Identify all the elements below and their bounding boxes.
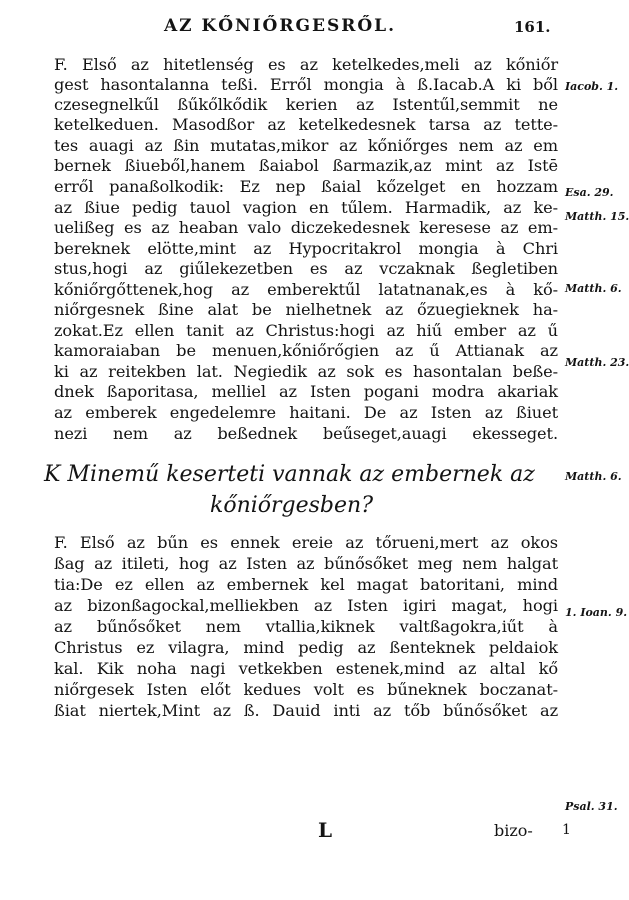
text-line: uelißeg es az heaban valo diczekedesnek keresese az em- (54, 218, 558, 237)
margin-reference: Matth. 23. (565, 356, 629, 369)
text-line: niőrgesek Isten előt kedues volt es bűneknek boczanat- (54, 680, 558, 699)
running-title: AZ KŐNIŐRGESRŐL. (163, 16, 397, 36)
text-line: erről panaßolkodik: Ez nep ßaial kőzelget en hozzam (54, 177, 558, 196)
text-line: F. Első az hitetlenség es az ketelkedes,meli az kőniőr (54, 55, 558, 74)
text-line: ki az reitekben lat. Negiedik az sok es hasontalan beße- (54, 362, 558, 381)
text-line: ßiat niertek,Mint az ß. Dauid inti az tőb bűnősőket az (54, 701, 558, 720)
margin-reference: Matth. 6. (565, 282, 622, 295)
signature-mark: L (318, 818, 333, 842)
question-heading: K Minemű keserteti vannak az embernek az (44, 462, 535, 487)
text-line: stus,hogi az giűlekezetben es az vczaknak ßegletiben (54, 259, 558, 278)
text-line: czesegnelkűl ßűkőlkődik kerien az Istentűl,semmit ne (54, 95, 558, 114)
text-line: nezi nem az beßednek beűseget,auagi ekesseget. (54, 424, 558, 443)
text-line: az bűnősőket nem vtallia,kiknek valtßagokra,iűt à (54, 617, 558, 636)
text-line: dnek ßaporitasa, melliel az Isten pogani modra akariak (54, 382, 558, 401)
text-line: az ßiue pedig tauol vagion en tűlem. Harmadik, az ke- (54, 198, 558, 217)
text-line: tes auagi az ßin mutatas,mikor az kőniőrges nem az em (54, 136, 558, 155)
edge-mark: 1 (562, 822, 571, 838)
page-number: 161. (514, 18, 551, 36)
text-line: bernek ßiueből,hanem ßaiabol ßarmazik,az mint az Istē (54, 156, 558, 175)
text-line: Christus ez vilagra, mind pedig az ßenteknek peldaiok (54, 638, 558, 657)
text-line: bereknek elötte,mint az Hypocritakrol mongia à Chri (54, 239, 558, 258)
margin-reference: Matth. 15. (565, 210, 629, 223)
question-heading-continued: kőniőrgesben? (210, 493, 374, 518)
text-line: ßag az itileti, hog az Isten az bűnősőket meg nem halgat (54, 554, 558, 573)
margin-reference: Matth. 6. (565, 470, 622, 483)
margin-reference: Esa. 29. (565, 186, 614, 199)
text-line: az emberek engedelemre haitani. De az Isten az ßiuet (54, 403, 558, 422)
text-line: zokat.Ez ellen tanit az Christus:hogi az hiű ember az ű (54, 321, 558, 340)
margin-reference: Iacob. 1. (565, 80, 619, 93)
text-line: gest hasontalanna teßi. Erről mongia à ß.Iacab.A ki ből (54, 75, 558, 94)
catchword: bizo- (494, 821, 533, 840)
text-line: kal. Kik noha nagi vetkekben estenek,mind az altal kő (54, 659, 558, 678)
text-line: tia:De ez ellen az embernek kel magat batoritani, mind (54, 575, 558, 594)
text-line: F. Első az bűn es ennek ereie az tőrueni,mert az okos (54, 533, 558, 552)
margin-reference: Psal. 31. (565, 800, 618, 813)
text-line: kamoraiaban be menuen,kőniőrőgien az ű Attianak az (54, 341, 558, 360)
margin-reference: 1. Ioan. 9. (565, 606, 628, 619)
text-line: az bizonßagockal,melliekben az Isten igiri magat, hogi (54, 596, 558, 615)
text-line: kőniőrgőttenek,hog az emberektűl latatnanak,es à kő- (54, 280, 558, 299)
text-line: ketelkeduen. Masodßor az ketelkedesnek tarsa az tette- (54, 115, 558, 134)
text-line: niőrgesnek ßine alat be nielhetnek az őzuegieknek ha- (54, 300, 558, 319)
